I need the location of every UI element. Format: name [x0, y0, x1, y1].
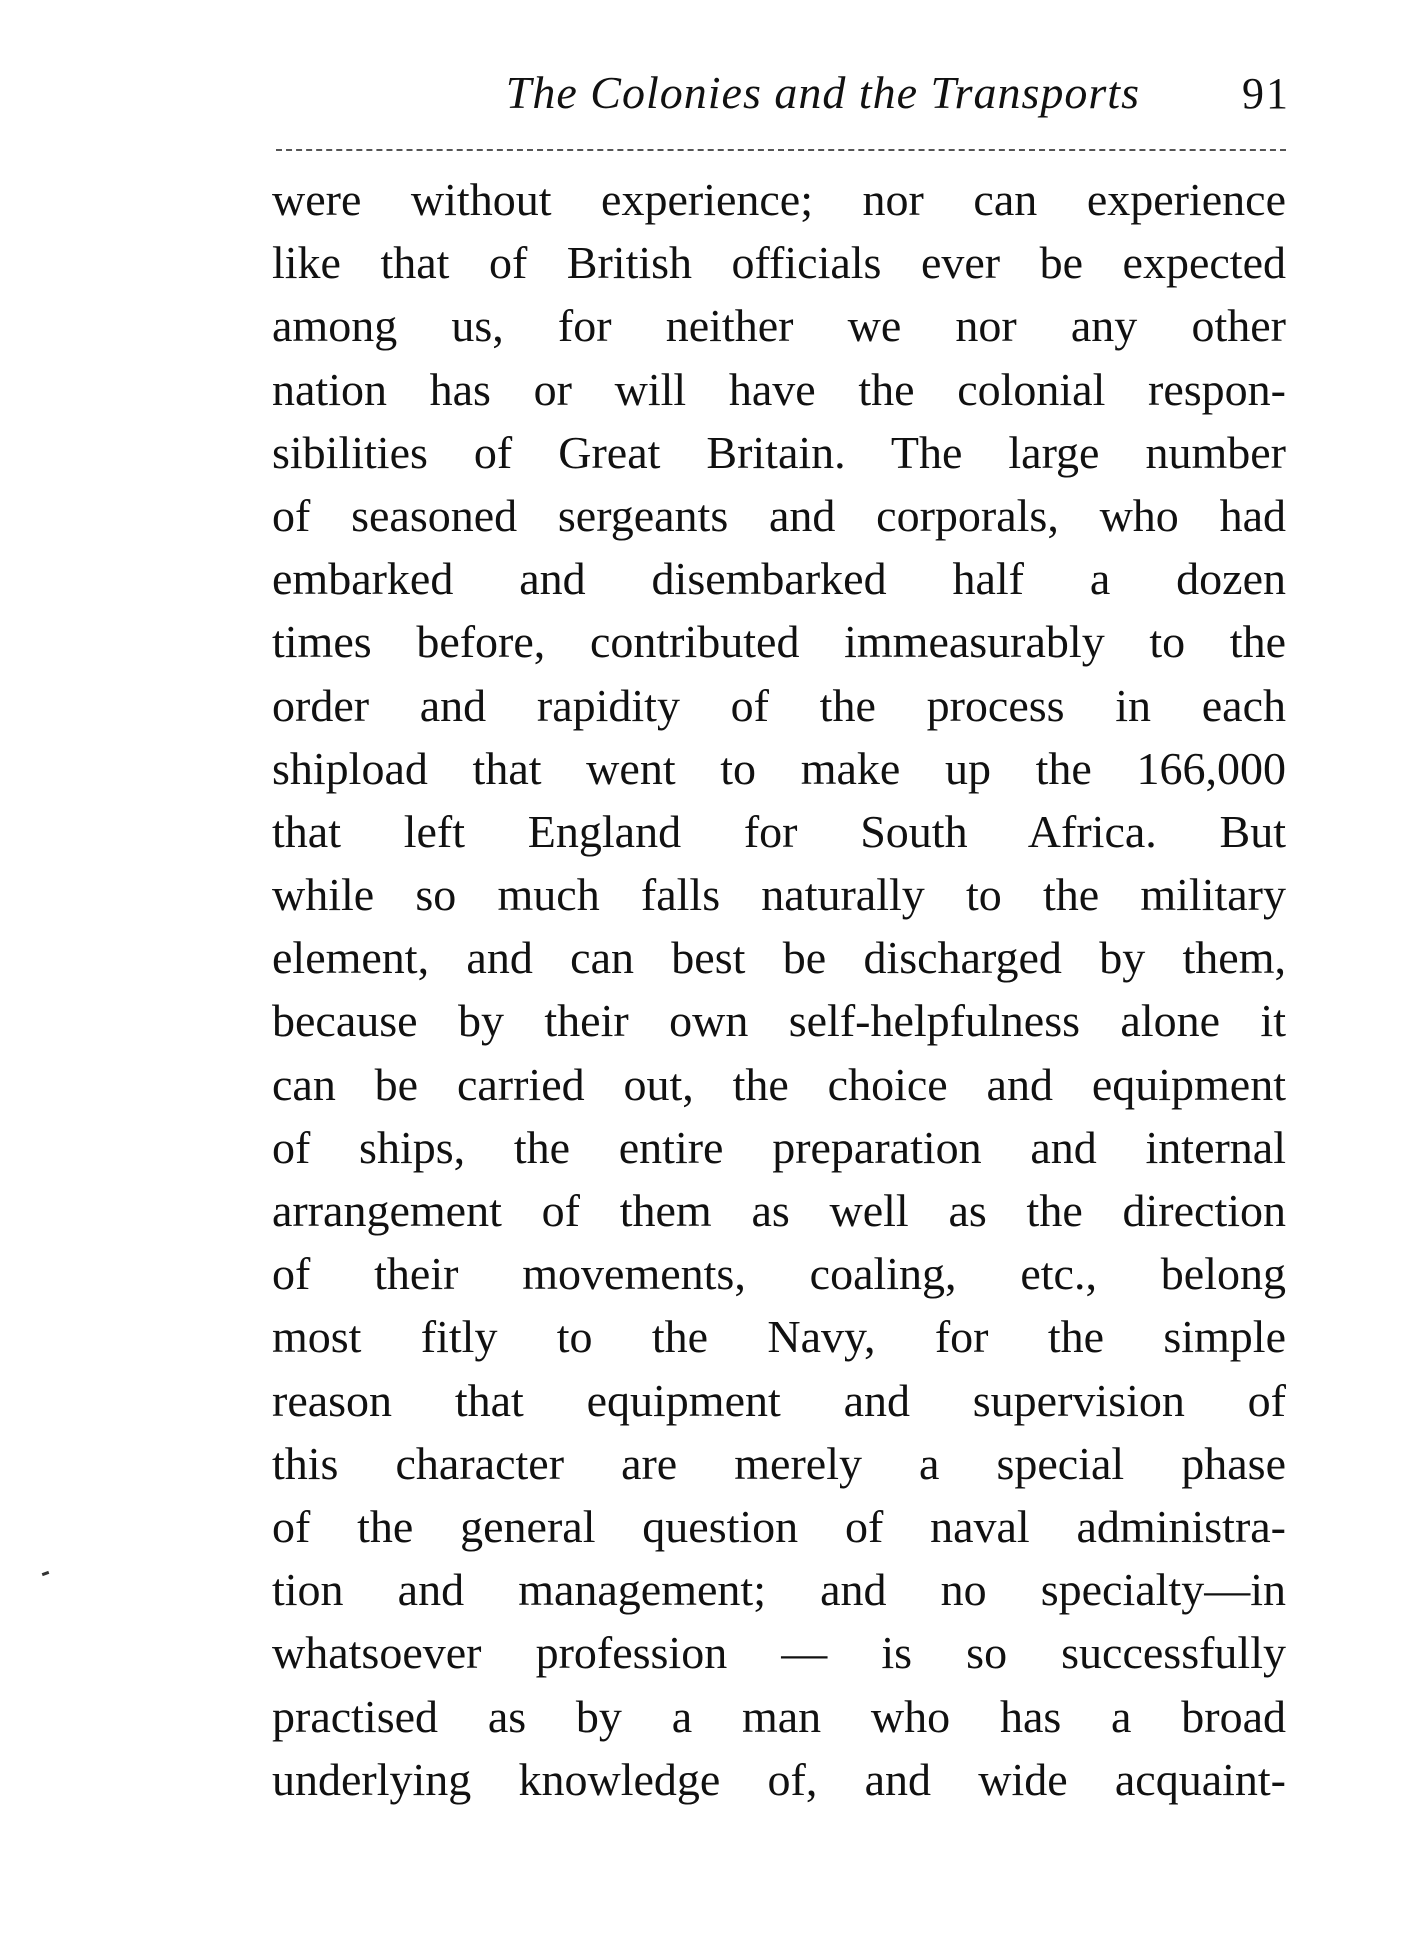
text-line: can be carried out, the choice and equipment [272, 1058, 1286, 1110]
body-text [272, 168, 1286, 1811]
text-line: underlying knowledge of, and wide acquaint- [272, 1753, 1286, 1805]
text-line: times before, contributed immeasurably to the [272, 616, 1286, 668]
text-line: because by their own self-helpfulness alone it [272, 995, 1286, 1047]
text-line: whatsoever profession — is so successfully [272, 1627, 1286, 1679]
scan-speck [42, 1571, 50, 1576]
running-title: The Colonies and the Transports [505, 67, 1140, 118]
text-line: practised as by a man who has a broad [272, 1690, 1286, 1742]
text-line: shipload that went to make up the 166,000 [272, 742, 1286, 794]
text-line: reason that equipment and supervision of [272, 1374, 1286, 1426]
text-line: sibilities of Great Britain. The large number [272, 426, 1286, 478]
text-line: order and rapidity of the process in each [272, 679, 1286, 731]
text-line: nation has or will have the colonial respon- [272, 363, 1286, 415]
text-line: like that of British officials ever be expected [272, 237, 1286, 289]
text-line: while so much falls naturally to the military [272, 869, 1286, 921]
text-line: of ships, the entire preparation and internal [272, 1121, 1286, 1173]
text-line: arrangement of them as well as the direction [272, 1185, 1286, 1236]
text-line: of their movements, coaling, etc., belong [272, 1248, 1286, 1300]
text-line: among us, for neither we nor any other [272, 300, 1286, 352]
text-line: embarked and disembarked half a dozen [272, 553, 1286, 605]
header-rule [276, 149, 1286, 151]
text-line: were without experience; nor can experience [272, 174, 1286, 225]
text-line: this character are merely a special phase [272, 1437, 1286, 1489]
text-line: of the general question of naval administra- [272, 1500, 1286, 1552]
text-line: element, and can best be discharged by them, [272, 932, 1286, 984]
text-line: of seasoned sergeants and corporals, who had [272, 489, 1286, 541]
text-line: that left England for South Africa. But [272, 805, 1286, 857]
text-line: tion and management; and no specialty—in [272, 1564, 1286, 1616]
page-number: 91 [1242, 69, 1290, 118]
text-line: most fitly to the Navy, for the simple [272, 1311, 1286, 1363]
